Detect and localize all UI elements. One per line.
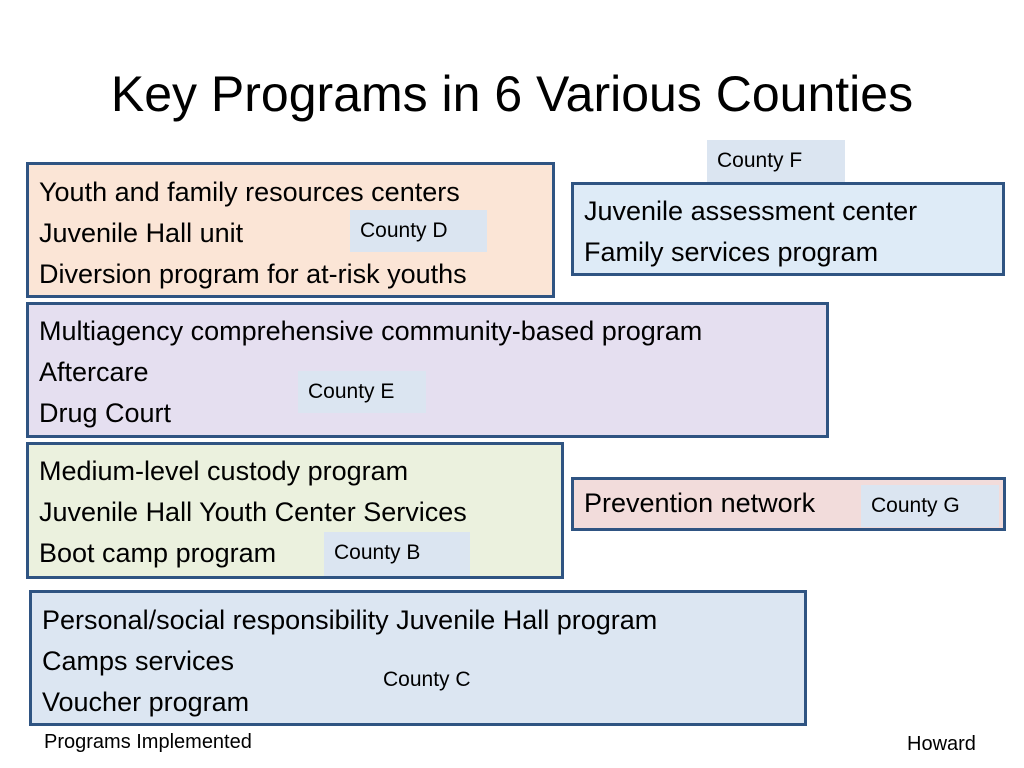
county-c-box bbox=[29, 590, 807, 726]
county-f-program: Family services program bbox=[584, 237, 879, 267]
county-f-box bbox=[571, 182, 1005, 276]
county-b-program: Juvenile Hall Youth Center Services bbox=[39, 497, 467, 527]
county-c-program: Personal/social responsibility Juvenile Hall program bbox=[42, 605, 658, 635]
county-d-program: Youth and family resources centers bbox=[39, 177, 460, 207]
county-g-program: Prevention network bbox=[584, 488, 816, 518]
county-d-program: Juvenile Hall unit bbox=[39, 218, 244, 248]
footer-author: Howard bbox=[907, 733, 976, 755]
slide-title: Key Programs in 6 Various Counties bbox=[110, 66, 914, 122]
county-f-program: Juvenile assessment center bbox=[584, 196, 918, 226]
county-g-tag: County G bbox=[861, 485, 999, 527]
footer-left-note: Programs Implemented bbox=[44, 731, 252, 753]
county-b-box bbox=[26, 442, 564, 579]
county-b-program: Boot camp program bbox=[39, 538, 277, 568]
county-e-program: Aftercare bbox=[39, 357, 149, 387]
county-c-program: Voucher program bbox=[42, 687, 250, 717]
county-b-tag: County B bbox=[324, 532, 470, 576]
county-c-program: Camps services bbox=[42, 646, 235, 676]
county-e-box bbox=[26, 302, 829, 438]
county-f-tag: County F bbox=[707, 140, 845, 182]
county-d-tag: County D bbox=[350, 210, 487, 252]
county-d-program: Diversion program for at-risk youths bbox=[39, 259, 467, 289]
county-c-tag: County C bbox=[383, 668, 471, 691]
county-b-program: Medium-level custody program bbox=[39, 456, 409, 486]
county-e-program: Drug Court bbox=[39, 398, 172, 428]
county-e-tag: County E bbox=[298, 371, 426, 413]
county-e-program: Multiagency comprehensive community-based program bbox=[39, 316, 703, 346]
